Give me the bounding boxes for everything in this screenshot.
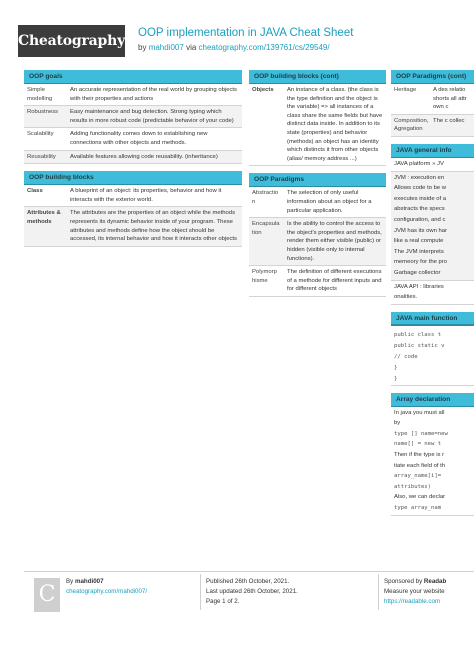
table-row [24,207,242,246]
oop-paradigms-cont-table [391,84,474,137]
list-item: Garbage collector [391,269,474,281]
list-item: JVM has its own har [391,227,474,238]
sponsor-label: Sponsored by [384,578,423,585]
author-url-link[interactable]: cheatography.com/mahdi007/ [66,588,148,595]
list-item: In java you must all [394,409,445,416]
by-label: By [66,578,74,585]
page-title[interactable]: OOP implementation in JAVA Cheat Sheet [138,27,354,39]
by-label: by [138,43,147,52]
list-item: configuration, and c [391,216,474,227]
term: Heritage [391,84,429,114]
cheatography-logo[interactable]: Cheatography [18,25,125,57]
definition: Adding functionality comes down to establishing new connections with other objects and methods. [66,128,242,150]
list-item: by [394,420,401,427]
definition: The attributes are the properties of an object while the methods represents its dynamic behavior inside of your program. These attributes and methods define how the object should be accessed, its internal behavior and how it interacts other objects [66,207,242,246]
list-item: Then if the type is r [394,452,445,459]
code-line: } [391,374,474,386]
term: Robustness [24,106,66,128]
term: Simple modelling [24,84,66,106]
list-item: tiate each field of th [394,462,446,469]
page-number: Page 1 of 2. [206,598,240,605]
column-1 [24,70,242,247]
term: Composition, Agregation [391,114,429,136]
code-line: attributes) [394,483,432,490]
section-title-oop-paradigms-cont: OOP Paradigms (cont) [391,70,474,84]
list-item: onalities. [391,293,474,305]
code-line: // code [391,352,474,363]
footer-publication [206,577,298,607]
cheatography-c-icon: C [34,578,60,612]
list-item: The JVM interprets [391,248,474,259]
term: Reusability [24,150,66,164]
list-item: JVM : execution en [391,172,474,185]
definition: A des relatio shorts all attr own c [429,84,474,114]
section-title-java-main-function: JAVA main function [391,312,474,326]
term: Polymorphisme [249,266,283,297]
definition: Easy maintenance and bug detection. Strong typing which results in more robust code (predictable behavior of your code) [66,106,242,128]
table-row [24,150,242,164]
table-row [249,266,386,297]
oop-goals-table [24,84,242,164]
definition: Is the ability to control the access to the object's properties and methods, render them either visible (public) or hidden (visible only to internal functions). [283,218,386,266]
sheet-url-link[interactable]: cheatography.com/139761/cs/29549/ [198,43,330,52]
code-line: array_name[i]= [394,473,442,480]
section-title-oop-building-blocks-cont: OOP building blocks (cont) [249,70,386,84]
sponsor-name[interactable]: Readab [423,578,447,585]
term: Attributes & methods [24,207,66,246]
sponsor-text: Measure your website [384,588,445,595]
footer-divider [378,574,379,610]
term: Objects [249,84,283,166]
definition: A blueprint of an object: its properties, behavior and how it interacts with the exterior world. [66,185,242,207]
via-label: via [186,43,197,52]
page-header [0,0,474,70]
section-title-oop-paradigms: OOP Paradigms [249,173,386,187]
table-row [24,106,242,128]
footer-author [66,577,147,597]
list-item: JAVA API : libraries [394,283,444,290]
definition: An instance of a class. (the class is the type definition and the object is the variable) => all instances of a class share the same fields but have distinct data inside. In addition to its state (properties) and behavior (methods) an object has an identity which distincts it from other objects (alias/ memory address ...) [283,84,386,166]
list-item: Allows code to be w [391,184,474,195]
term: Encapsulation [249,218,283,266]
table-row [391,84,474,114]
table-row [24,185,242,207]
oop-paradigms-table [249,187,386,297]
section-title-array-declaration: Array declaration [391,393,474,407]
section-title-java-general-info: JAVA general info [391,144,474,158]
table-row [24,84,242,106]
code-line: type [] name=new [394,430,448,437]
term: Class [24,185,66,207]
definition: The selection of only useful information about an object for a particular application. [283,187,386,217]
table-row [249,84,386,166]
page-footer [24,571,474,611]
definition: Available features allowing code reusability. (inheritance) [66,150,242,164]
code-line: public static v [391,341,474,352]
table-row [24,128,242,150]
term: Scalability [24,128,66,150]
list-item: memeory for the pro [391,258,474,269]
list-item: JAVA platform » JV [391,158,474,172]
list-item: abstracts the specs [391,205,474,216]
sponsor-url-link[interactable]: https://readable.com [384,598,441,605]
author-name[interactable]: mahdi007 [74,578,104,585]
code-line: public class t [391,330,474,341]
table-row [249,218,386,266]
author-link[interactable]: mahdi007 [148,43,184,52]
published-date: Published 26th October, 2021. [206,578,290,585]
byline [138,43,330,52]
definition: An accurate representation of the real world by grouping objects with their properties and actions [66,84,242,106]
list-item: executes inside of a [391,195,474,206]
code-line: name[] = new t [394,441,442,448]
code-line: } [391,363,474,374]
section-title-oop-building-blocks: OOP building blocks [24,171,242,185]
code-line: type array_nam [391,504,474,516]
list-item: like a real compute [391,237,474,248]
oop-building-blocks-table [24,185,242,247]
definition: The definition of different executions of a methode for different inputs and for different objects [283,266,386,297]
definition: The c collec [429,114,474,136]
footer-divider [200,574,201,610]
table-row [249,187,386,217]
column-3 [391,70,474,516]
section-title-oop-goals: OOP goals [24,70,242,84]
list-item: Also, we can declar [394,494,446,501]
updated-date: Last updated 26th October, 2021. [206,588,298,595]
oop-building-blocks-cont-table [249,84,386,166]
footer-sponsor [384,577,446,607]
term: Abstraction [249,187,283,217]
table-row [391,114,474,136]
column-2 [249,70,386,297]
